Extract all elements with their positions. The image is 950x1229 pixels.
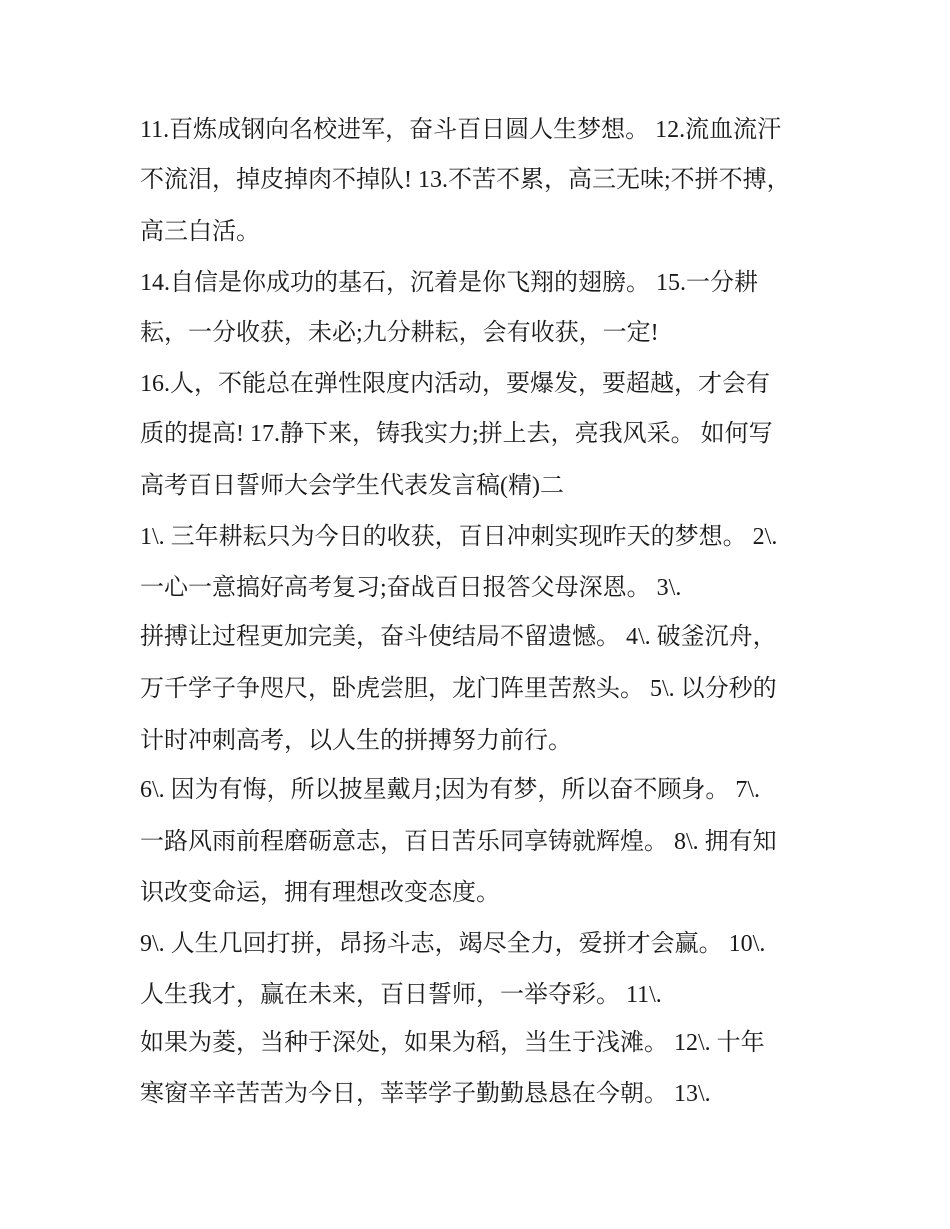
text-line: 识改变命运，拥有理想改变态度。 bbox=[140, 880, 500, 906]
text-line: 耘，一分收获，未必;九分耕耘，会有收获，一定! bbox=[140, 320, 659, 346]
text-line: 质的提高! 17.静下来，铸我实力;拼上去，亮我风采。 如何写 bbox=[140, 421, 773, 447]
section-heading: 高考百日誓师大会学生代表发言稿(精)二 bbox=[140, 473, 564, 499]
text-line: 拼搏让过程更加完美，奋斗使结局不留遗憾。 4\. 破釜沉舟， bbox=[140, 624, 777, 650]
text-line: 9\. 人生几回打拼，昂扬斗志，竭尽全力，爱拼才会赢。 10\. bbox=[140, 931, 766, 957]
text-line: 万千学子争咫尺，卧虎尝胆，龙门阵里苦熬头。 5\. 以分秒的 bbox=[140, 676, 777, 702]
text-line: 计时冲刺高考，以人生的拼搏努力前行。 bbox=[140, 728, 572, 754]
text-line: 寒窗辛辛苦苦为今日，莘莘学子勤勤恳恳在今朝。 13\. bbox=[140, 1081, 711, 1107]
text-line: 不流泪，掉皮掉肉不掉队! 13.不苦不累，高三无味;不拼不搏， bbox=[140, 167, 791, 193]
text-line: 16.人，不能总在弹性限度内活动，要爆发，要超越，才会有 bbox=[140, 371, 770, 397]
text-line: 人生我才，赢在未来，百日誓师，一举夺彩。 11\. bbox=[140, 982, 662, 1008]
text-line: 一路风雨前程磨砺意志，百日苦乐同享铸就辉煌。 8\. 拥有知 bbox=[140, 829, 777, 855]
text-line: 如果为菱，当种于深处，如果为稻，当生于浅滩。 12\. 十年 bbox=[140, 1030, 765, 1056]
text-line: 6\. 因为有悔，所以披星戴月;因为有梦，所以奋不顾身。 7\. bbox=[140, 777, 761, 803]
text-line: 14.自信是你成功的基石，沉着是你飞翔的翅膀。 15.一分耕 bbox=[140, 270, 758, 296]
text-line: 一心一意搞好高考复习;奋战百日报答父母深恩。 3\. bbox=[140, 575, 682, 601]
text-line: 1\. 三年耕耘只为今日的收获，百日冲刺实现昨天的梦想。 2\. bbox=[140, 524, 778, 550]
text-line: 高三白活。 bbox=[140, 219, 260, 245]
text-line: 11.百炼成钢向名校进军，奋斗百日圆人生梦想。 12.流血流汗 bbox=[140, 117, 782, 143]
